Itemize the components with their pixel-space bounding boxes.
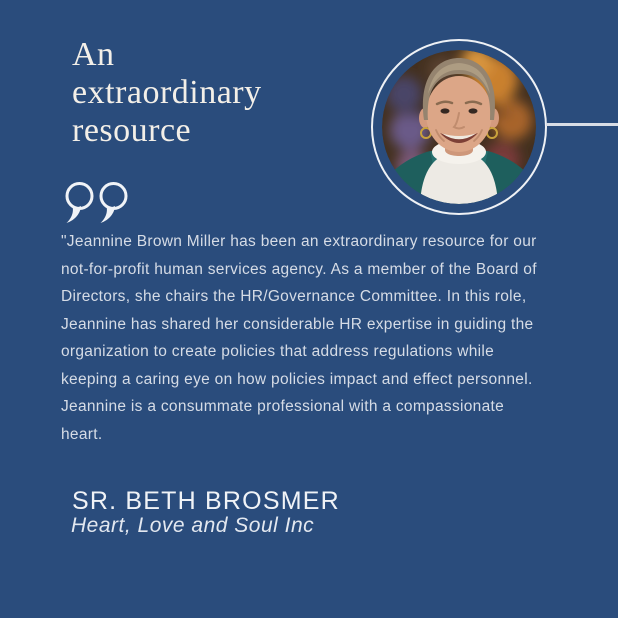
- portrait-photo: [382, 50, 536, 204]
- page-title: [72, 36, 392, 150]
- title-line-2: extraordinary: [72, 74, 262, 111]
- double-closing-quote-icon: [64, 180, 132, 228]
- title-line-1: An: [72, 36, 115, 73]
- connector-line: [546, 123, 618, 126]
- attribution-organization: Heart, Love and Soul Inc: [71, 514, 315, 537]
- title-line-3: resource: [72, 112, 192, 149]
- portrait-ring: [371, 39, 547, 215]
- attribution-name: SR. BETH BROSMER: [72, 487, 340, 515]
- quote-text: "Jeannine Brown Miller has been an extraordinary resource for our not-for-profit human services agency. As a member of the Board of Directors, she chairs the HR/Governance Committee. In this role, Jeannine has shared her considerable HR expertise in guiding the organization to create policies that address regulations while keeping a caring eye on how policies impact and effect personnel. Jeannine is a consummate professional with a compassionate heart.: [61, 233, 537, 443]
